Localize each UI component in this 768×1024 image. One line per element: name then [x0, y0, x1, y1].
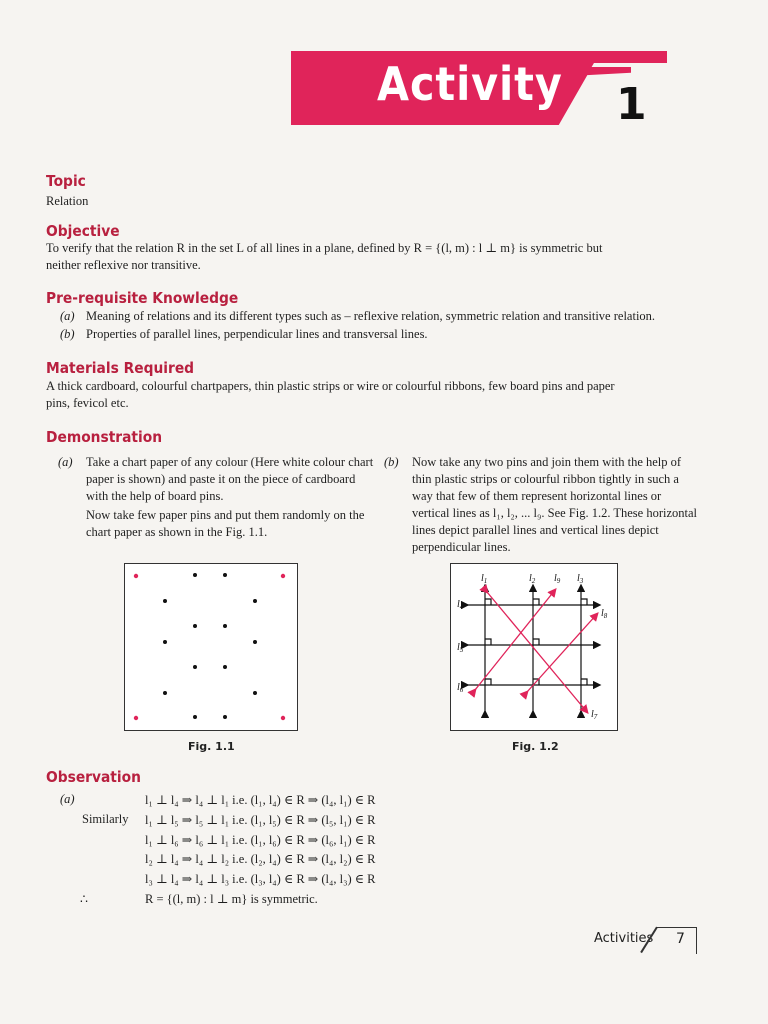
pin-dot	[223, 665, 227, 669]
pin-dot	[223, 624, 227, 628]
pin-dot	[193, 573, 197, 577]
prereq-list	[60, 307, 710, 343]
observation-line: l₁ ⊥ l₆ ⇒ l₆ ⊥ l₁ i.e. (l₁, l₆) ∈ R ⇒ (l₆, l₁) ∈ R	[145, 833, 376, 847]
pin-dot	[163, 640, 167, 644]
prereq-heading: Pre-requisite Knowledge	[46, 289, 239, 307]
label-l3: $l_3$	[577, 573, 584, 585]
pin-dot	[193, 665, 197, 669]
right-angle-mark	[485, 599, 491, 605]
pin-dot	[253, 691, 257, 695]
materials-text	[46, 378, 706, 412]
pin-dot	[163, 599, 167, 603]
pin-dot	[223, 715, 227, 719]
right-angle-mark	[533, 639, 539, 645]
pin-dot	[163, 691, 167, 695]
lines-diagram	[451, 564, 617, 730]
board-pin	[134, 716, 138, 720]
topic-heading: Topic	[46, 172, 86, 190]
demonstration-column-a	[58, 454, 376, 541]
pin-dot	[193, 715, 197, 719]
item-label: (a)	[60, 309, 75, 323]
observation-line: l₁ ⊥ l₄ ⇒ l₄ ⊥ l₁ i.e. (l₁, l₄) ∈ R ⇒ (l₄, l₁) ∈ R	[145, 793, 376, 807]
demonstration-step-a-cont: Now take few paper pins and put them randomly on the chart paper as shown in the Fig. 1.1.	[86, 508, 365, 539]
page-number: 7	[676, 931, 685, 947]
materials-line-1: A thick cardboard, colourful chartpapers, thin plastic strips or wire or colourful ribbons, few board pins and paper	[46, 379, 615, 393]
pin-dot	[193, 624, 197, 628]
step-text: Now take any two pins and join them with the help of thin plastic strips or colourful ribbon tightly in such a way that few of them represent horizontal lines or vertical lines as l₁, l₂, ... l₉. See Fig. 1.2. These horizontal lines depict parallel lines and vertical lines depict perpendicular lines.	[412, 455, 698, 554]
step-label: (a)	[58, 455, 73, 469]
observation-heading: Observation	[46, 768, 141, 786]
banner-top-stripe	[591, 51, 667, 63]
figure-1-1-caption: Fig. 1.1	[188, 740, 235, 753]
observation-label: (a)	[60, 792, 75, 806]
page-footer	[594, 927, 698, 953]
board-pin	[281, 716, 285, 720]
materials-line-2: pins, fevicol etc.	[46, 396, 129, 410]
label-l5: $l_5$	[457, 642, 464, 654]
objective-heading: Objective	[46, 222, 120, 240]
right-angle-mark	[581, 599, 587, 605]
right-angle-mark	[485, 639, 491, 645]
activity-number: 1	[616, 79, 647, 130]
label-l1: $l_1$	[481, 573, 488, 585]
right-angle-mark	[581, 679, 587, 685]
figure-1-2-caption: Fig. 1.2	[512, 740, 559, 753]
label-l8: $l_8$	[601, 608, 608, 620]
therefore-symbol: ∴	[80, 892, 88, 906]
line-l7	[487, 592, 587, 712]
figure-1-1	[124, 563, 298, 731]
step-label: (b)	[384, 455, 399, 469]
footer-section: Activities	[594, 931, 654, 946]
right-angle-mark	[533, 599, 539, 605]
observation-line: l₂ ⊥ l₄ ⇒ l₄ ⊥ l₂ i.e. (l₂, l₄) ∈ R ⇒ (l₄, l₂) ∈ R	[145, 852, 376, 866]
observation-line: l₃ ⊥ l₄ ⇒ l₄ ⊥ l₃ i.e. (l₃, l₄) ∈ R ⇒ (l₄, l₃) ∈ R	[145, 872, 376, 886]
label-l6: $l_6$	[457, 682, 464, 694]
right-angle-mark	[485, 679, 491, 685]
figure-1-2	[450, 563, 618, 731]
observation-conclusion: R = {(l, m) : l ⊥ m} is symmetric.	[145, 892, 318, 906]
activity-banner	[291, 51, 667, 130]
objective-line-2: neither reflexive nor transitive.	[46, 258, 201, 272]
label-l2: $l_2$	[529, 573, 536, 585]
list-item	[60, 325, 710, 343]
item-label: (b)	[60, 327, 75, 341]
demonstration-column-b	[384, 454, 700, 556]
label-l9: $l_9$	[554, 573, 561, 585]
demonstration-heading: Demonstration	[46, 428, 163, 446]
demonstration-step-b	[384, 454, 700, 556]
step-text: Take a chart paper of any colour (Here white colour chart paper is shown) and paste it on the piece of cardboard with the help of board pins.	[86, 455, 374, 503]
objective-line-1: To verify that the relation R in the set L of all lines in a plane, defined by R = {(l, m) : l ⊥ m} is symmetric but	[46, 241, 603, 255]
materials-heading: Materials Required	[46, 359, 195, 377]
label-l4: $l_4$	[457, 599, 464, 611]
observation-similarly: Similarly	[82, 812, 129, 826]
label-l7: $l_7$	[591, 709, 598, 721]
item-text: Properties of parallel lines, perpendicular lines and transversal lines.	[86, 327, 428, 341]
topic-text: Relation	[46, 194, 89, 208]
pin-dot	[253, 599, 257, 603]
pin-dot	[223, 573, 227, 577]
board-pin	[134, 574, 138, 578]
banner-title: Activity	[377, 57, 563, 111]
objective-text	[46, 240, 706, 274]
item-text: Meaning of relations and its different types such as – reflexive relation, symmetric relation and transitive relation.	[86, 309, 656, 323]
list-item	[60, 307, 710, 325]
board-pin	[281, 574, 285, 578]
pins-diagram	[125, 564, 297, 730]
observation-line: l₁ ⊥ l₅ ⇒ l₅ ⊥ l₁ i.e. (l₁, l₅) ∈ R ⇒ (l₅, l₁) ∈ R	[145, 813, 376, 827]
pin-dot	[253, 640, 257, 644]
demonstration-step-a	[58, 454, 376, 505]
